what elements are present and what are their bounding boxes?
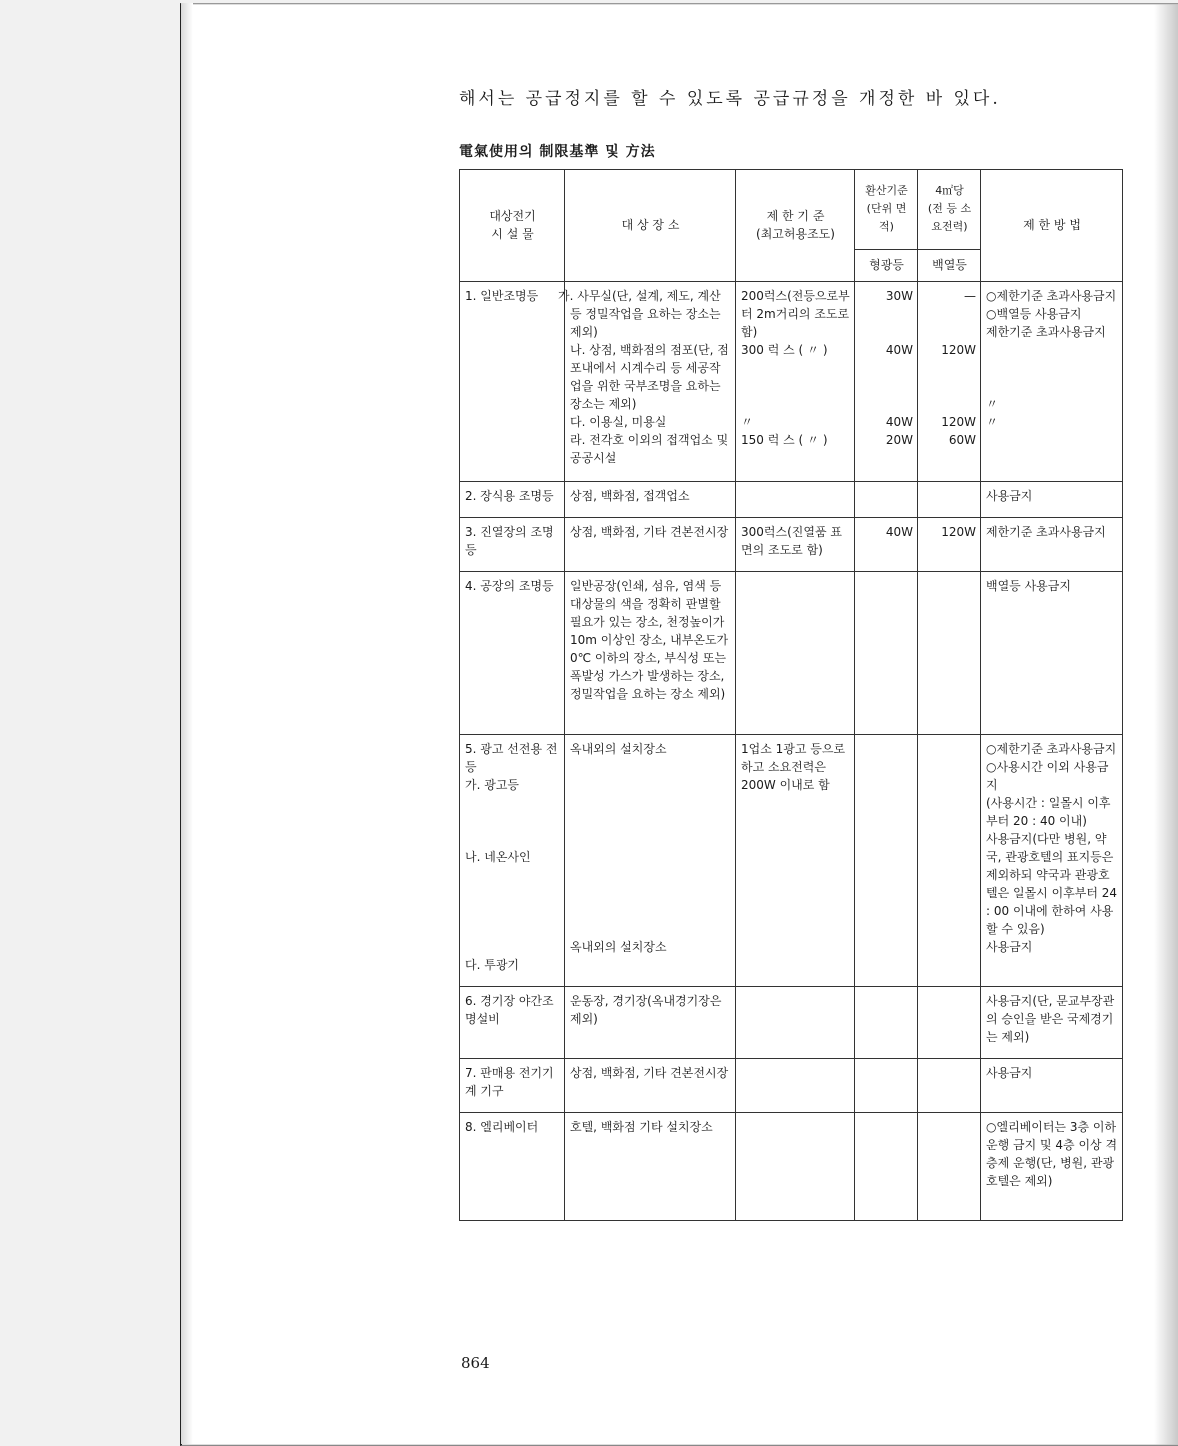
- row-standard: [736, 987, 855, 1059]
- row-facility: 8. 엘리베이터: [460, 1113, 565, 1221]
- row-fluorescent: 30W 40W 40W 20W: [855, 282, 918, 482]
- row-place: 상점, 백화점, 접객업소: [565, 482, 736, 518]
- row-fluorescent: [855, 987, 918, 1059]
- header-per-area: 4㎡당 (전 등 소요전력): [918, 170, 981, 250]
- row-place: 가. 사무실(단, 설계, 제도, 계산 등 정밀작업을 요하는 장소는 제외) 나. 상점, 백화점의 점포(단, 점포내에서 시계수리 등 세공작업을 위한 국부조명을 요하는 장소는 제외) 다. 이용실, 미용실 라. 전각호 이외의 접객업소 및 공공시설: [565, 282, 736, 482]
- row-standard: [736, 1059, 855, 1113]
- row-incandescent: [918, 572, 981, 735]
- row-method: ○제한기준 초과사용금지 ○사용시간 이외 사용금지 (사용시간 : 일몰시 이후부터 20 : 40 이내) 사용금지(다만 병원, 약국, 관광호텔의 표지등은 제외하되 약국과 관광호텔은 일몰시 이후부터 24 : 00 이내에 한하여 사용할 수 있음) 사용금지: [981, 735, 1123, 987]
- page-gutter: [181, 3, 193, 1444]
- table-row: [460, 518, 1123, 572]
- row-method: 제한기준 초과사용금지: [981, 518, 1123, 572]
- row-place: 상점, 백화점, 기타 견본전시장: [565, 518, 736, 572]
- row-facility: 3. 진열장의 조명등: [460, 518, 565, 572]
- row-place: 옥내외의 설치장소 옥내외의 설치장소: [565, 735, 736, 987]
- header-standard: 제 한 기 준 (최고허용조도): [736, 170, 855, 282]
- row-incandescent: [918, 987, 981, 1059]
- table-caption: 電氣使用의 制限基準 및 方法: [459, 144, 656, 160]
- row-standard: [736, 482, 855, 518]
- row-facility: 4. 공장의 조명등: [460, 572, 565, 735]
- row-method: ○제한기준 초과사용금지 ○백열등 사용금지 제한기준 초과사용금지 〃 〃: [981, 282, 1123, 482]
- row-method: ○엘리베이터는 3층 이하 운행 금지 및 4층 이상 격층제 운행(단, 병원, 관광호텔은 제외): [981, 1113, 1123, 1221]
- row-facility: 2. 장식용 조명등: [460, 482, 565, 518]
- row-standard: 200럭스(전등으로부터 2m거리의 조도로 함) 300 럭 스 ( 〃 ) 〃 150 럭 스 ( 〃 ): [736, 282, 855, 482]
- row-fluorescent: [855, 1113, 918, 1221]
- row-facility: 7. 판매용 전기기계 기구: [460, 1059, 565, 1113]
- row-fluorescent: 40W: [855, 518, 918, 572]
- row-standard: 1업소 1광고 등으로 하고 소요전력은 200W 이내로 함: [736, 735, 855, 987]
- table-header-row: [460, 170, 1123, 250]
- row-facility: 6. 경기장 야간조명설비: [460, 987, 565, 1059]
- table-row: [460, 482, 1123, 518]
- row-fluorescent: [855, 482, 918, 518]
- row-method: 사용금지(단, 문교부장관의 승인을 받은 국제경기는 제외): [981, 987, 1123, 1059]
- table-row: [460, 282, 1123, 482]
- row-facility: 1. 일반조명등: [460, 282, 565, 482]
- header-facility: 대상전기 시 설 물: [460, 170, 565, 282]
- row-incandescent: [918, 1113, 981, 1221]
- row-method: 사용금지: [981, 1059, 1123, 1113]
- row-fluorescent: [855, 735, 918, 987]
- intro-paragraph: 해서는 공급정지를 할 수 있도록 공급규정을 개정한 바 있다.: [459, 89, 1001, 109]
- row-place: 운동장, 경기장(옥내경기장은 제외): [565, 987, 736, 1059]
- row-method: 백열등 사용금지: [981, 572, 1123, 735]
- row-incandescent: [918, 1059, 981, 1113]
- row-standard: [736, 572, 855, 735]
- row-place: 일반공장(인쇄, 섬유, 염색 등 대상물의 색을 정확히 판별할 필요가 있는 장소, 천정높이가 10m 이상인 장소, 내부온도가 0℃ 이하의 장소, 부식성 또는 폭발성 가스가 발생하는 장소, 정밀작업을 요하는 장소 제외): [565, 572, 736, 735]
- row-incandescent: [918, 735, 981, 987]
- row-incandescent: [918, 482, 981, 518]
- row-standard: [736, 1113, 855, 1221]
- table-row: [460, 1113, 1123, 1221]
- header-method: 제 한 방 법: [981, 170, 1123, 282]
- row-incandescent: 120W: [918, 518, 981, 572]
- page-number: 864: [461, 1354, 490, 1372]
- header-incandescent: 백열등: [918, 250, 981, 282]
- restriction-table: [459, 169, 1123, 1221]
- row-incandescent: — 120W 120W 60W: [918, 282, 981, 482]
- row-place: 상점, 백화점, 기타 견본전시장: [565, 1059, 736, 1113]
- table-row: [460, 572, 1123, 735]
- table-row: [460, 987, 1123, 1059]
- row-place: 호텔, 백화점 기타 설치장소: [565, 1113, 736, 1221]
- header-conversion: 환산기준 (단위 면적): [855, 170, 918, 250]
- row-method: 사용금지: [981, 482, 1123, 518]
- page-edge-shadow: [1154, 4, 1178, 1445]
- row-facility: 5. 광고 선전용 전등 가. 광고등 나. 네온사인 다. 투광기: [460, 735, 565, 987]
- header-place: 대 상 장 소: [565, 170, 736, 282]
- row-fluorescent: [855, 572, 918, 735]
- header-fluorescent: 형광등: [855, 250, 918, 282]
- table-row: [460, 735, 1123, 987]
- row-standard: 300럭스(진열품 표면의 조도로 함): [736, 518, 855, 572]
- row-fluorescent: [855, 1059, 918, 1113]
- table-row: [460, 1059, 1123, 1113]
